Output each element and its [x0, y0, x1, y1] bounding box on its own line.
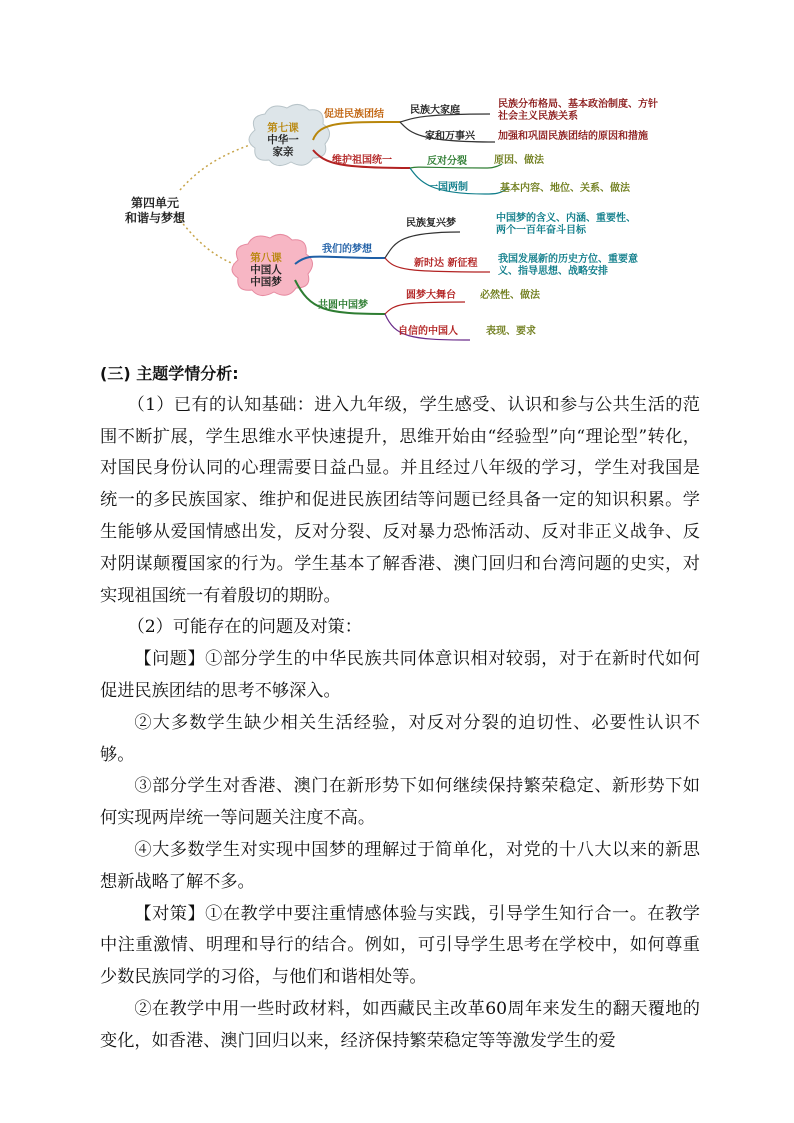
paragraph-strategy-2: ②在教学中用一些时政材料，如西藏民主改革60周年来发生的翻天覆地的变化，如香港、澳门回归以来，经济保持繁荣稳定等等激发学生的爱	[100, 998, 700, 1051]
leaf-big-family	[498, 99, 658, 123]
leaf-revival	[496, 213, 636, 237]
paragraph-strategy-1: 【对策】①在教学中要注重情感体验与实践，引导学生知行合一。在教学中注重激情、明理和导行的结合。例如，可引导学生思考在学校中，如何尊重少数民族同学的习俗，与他们和谐相处等。	[100, 903, 700, 988]
paragraph-problem-3: ③部分学生对香港、澳门在新形势下如何继续保持繁荣稳定、新形势下如何实现两岸统一等问题关注度不高。	[100, 776, 700, 829]
node-stage: 圆梦大舞台	[406, 290, 456, 301]
paragraph-problems-intro: （2）可能存在的问题及对策：	[127, 617, 362, 638]
node-confident: 自信的中国人	[398, 326, 458, 337]
leaf-revival-line-1: 中国梦的含义、内涵、重要性、	[496, 213, 636, 224]
lesson-7-line-2: 中华一	[267, 134, 299, 146]
branch-unity: 促进民族团结	[324, 109, 384, 120]
mind-map-root	[120, 196, 190, 226]
leaf-big-family-line-2: 社会主义民族关系	[498, 111, 578, 122]
analysis-section	[100, 358, 700, 1058]
paragraph-problem-4: ④大多数学生对实现中国梦的理解过于简单化，对党的十八大以来的新思想新战略了解不多。	[100, 839, 700, 892]
leaf-revival-line-2: 两个一百年奋斗目标	[496, 225, 586, 236]
lesson-8-title: 第八课	[250, 252, 282, 264]
node-one-country: 一国两制	[428, 182, 468, 193]
section-heading: (三) 主题学情分析:	[100, 364, 239, 383]
root-line-2: 和谐与梦想	[124, 211, 185, 225]
mind-map	[110, 92, 710, 352]
leaf-big-family-line-1: 民族分布格局、基本政治制度、方针	[498, 99, 658, 110]
lesson-7-node	[260, 122, 306, 158]
leaf-harmony: 加强和巩固民族团结的原因和措施	[498, 131, 648, 142]
paragraph-cognitive-basis: （1）已有的认知基础：进入九年级，学生感受、认识和参与公共生活的范围不断扩展，学生思维水平快速提升，思维开始由“经验型”向“理论型”转化，对国民身份认同的心理需要日益凸显。并且经过八年级的学习，学生对我国是统一的多民族国家、维护和促进民族团结等问题已经具备一定的知识积累。学生能够从爱国情感出发，反对分裂、反对暴力恐怖活动、反对非正义战争、反对阴谋颠覆国家的行为。学生基本了解香港、澳门回归和台湾问题的史实，对实现祖国统一有着殷切的期盼。	[100, 394, 700, 606]
paragraph-problem-2: ②大多数学生缺少相关生活经验，对反对分裂的迫切性、必要性认识不够。	[100, 712, 700, 765]
leaf-new-era-line-1: 我国发展新的历史方位、重要意	[498, 254, 638, 265]
node-new-era: 新时达 新征程	[414, 258, 478, 269]
branch-reunify: 维护祖国统一	[332, 155, 392, 166]
leaf-anti-split: 原因、做法	[494, 155, 544, 166]
leaf-confident: 表现、要求	[486, 326, 536, 337]
lesson-8-line-3: 中国梦	[250, 276, 282, 288]
node-big-family: 民族大家庭	[410, 105, 460, 116]
leaf-new-era-line-2: 义、指导思想、战略安排	[498, 266, 608, 277]
paragraph-problem-1: 【问题】①部分学生的中华民族共同体意识相对较弱，对于在新时代如何促进民族团结的思考不够深入。	[100, 649, 700, 701]
node-anti-split: 反对分裂	[427, 156, 467, 167]
leaf-one-country: 基本内容、地位、关系、做法	[500, 183, 630, 194]
lesson-8-node	[243, 252, 289, 288]
branch-common-dream: 共圆中国梦	[318, 300, 368, 311]
leaf-stage: 必然性、做法	[480, 290, 540, 301]
leaf-new-era	[498, 254, 638, 278]
lesson-7-line-3: 家亲	[272, 146, 294, 158]
lesson-8-line-2: 中国人	[250, 264, 282, 276]
branch-dream: 我们的梦想	[322, 244, 372, 255]
node-revival: 民族复兴梦	[406, 218, 456, 229]
node-harmony: 家和万事兴	[425, 131, 475, 142]
lesson-7-title: 第七课	[267, 122, 299, 134]
root-line-1: 第四单元	[130, 196, 179, 210]
